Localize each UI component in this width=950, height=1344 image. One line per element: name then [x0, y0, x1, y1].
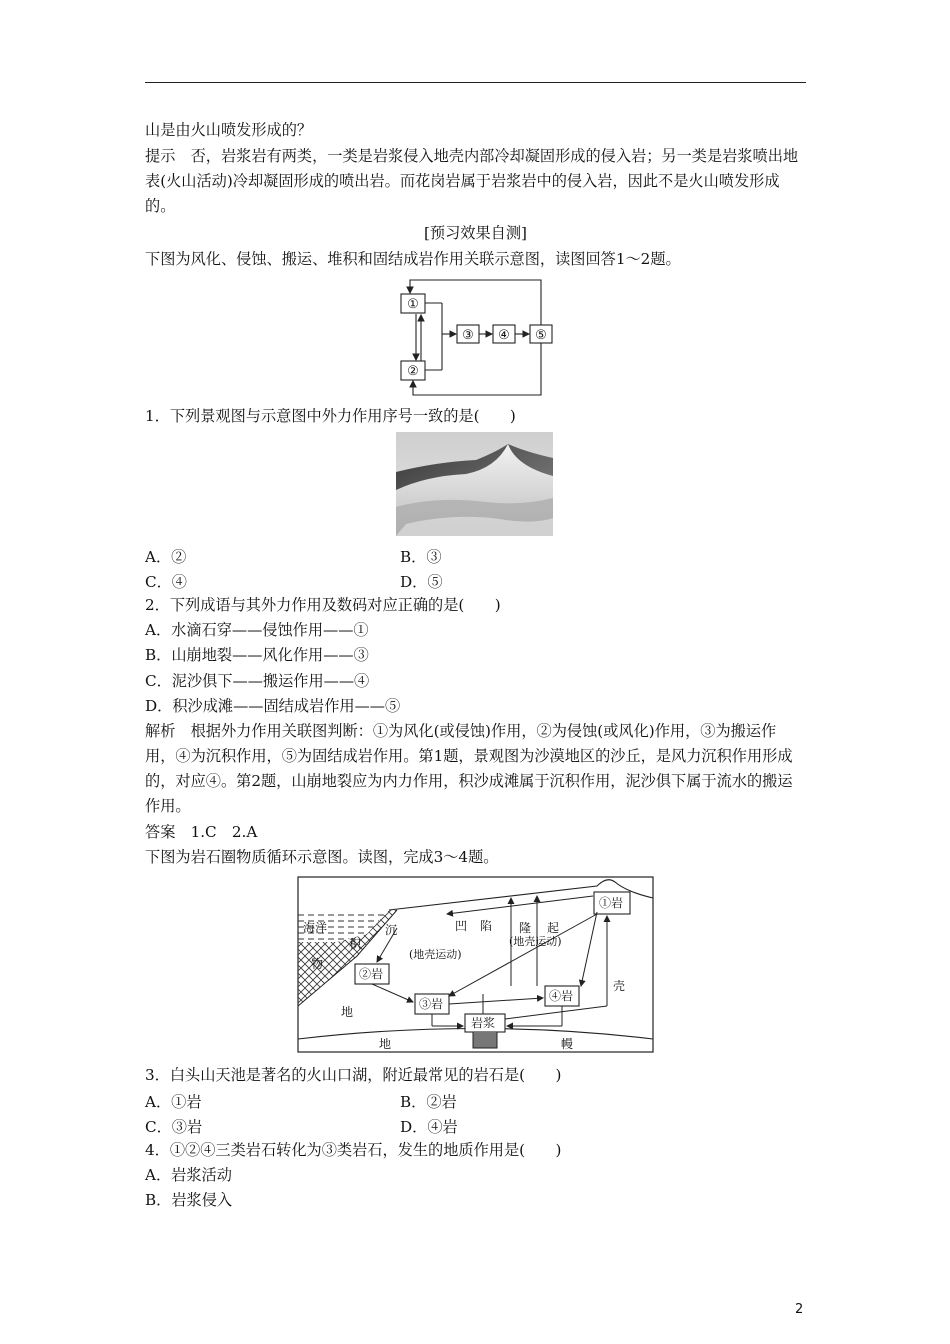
lead-text-1: 下图为风化、侵蚀、搬运、堆积和固结成岩作用关联示意图，读图回答1～2题。: [145, 250, 681, 268]
q2-option-b: B．山崩地裂——风化作用——③: [145, 646, 369, 664]
q3-option-d: D．④岩: [400, 1118, 458, 1136]
q3-stem: 3．白头山天池是著名的火山口湖，附近最常见的岩石是( ): [145, 1066, 562, 1084]
analysis-label: 解析: [145, 722, 176, 740]
label-di-2: 地: [379, 1037, 392, 1051]
q1-option-c: C．④: [145, 573, 187, 591]
q3-option-c: C．③岩: [145, 1118, 203, 1136]
answer-line: [145, 823, 806, 842]
q4-option-a: A．岩浆活动: [145, 1166, 232, 1184]
flow-label-2: ②: [407, 364, 419, 379]
header-rule: [145, 82, 806, 83]
q3-option-b: B．②岩: [400, 1093, 457, 1111]
section-title: [预习效果自测]: [424, 224, 527, 242]
flow-label-5: ⑤: [535, 328, 547, 343]
label-rock-3: ③岩: [419, 997, 444, 1011]
label-long: 隆: [519, 921, 532, 935]
q1-option-a: A．②: [145, 548, 187, 566]
q2-stem: 2．下列成语与其外力作用及数码对应正确的是( ): [145, 596, 501, 614]
label-qiao: 壳: [613, 979, 626, 993]
q4-option-b: B．岩浆侵入: [145, 1191, 233, 1209]
label-di: 地: [341, 1005, 354, 1019]
flow-label-3: ③: [462, 328, 474, 343]
rock-cycle-diagram: [297, 876, 654, 1053]
hint-paragraph: [145, 144, 806, 219]
q2-option-c: C．泥沙俱下——搬运作用——④: [145, 672, 370, 690]
label-magma: 岩浆: [471, 1016, 496, 1030]
answer-text: 1.C 2.A: [190, 823, 258, 841]
label-crust-motion-2: (地壳运动): [509, 935, 562, 948]
label-rock-2: ②岩: [359, 967, 384, 981]
label-ao: 凹: [455, 919, 468, 933]
weathering-flow-diagram: [390, 277, 560, 397]
label-man: 幔: [561, 1037, 574, 1051]
q1-stem: 1．下列景观图与示意图中外力作用序号一致的是( ): [145, 407, 516, 425]
analysis-paragraph: [145, 719, 806, 819]
q1-option-b: B．③: [400, 548, 442, 566]
analysis-text: 根据外力作用关联图判断：①为风化(或侵蚀)作用，②为侵蚀(或风化)作用，③为搬运作用，④为沉积作用，⑤为固结成岩作用。第1题，景观图为沙漠地区的沙丘，是风力沉积作用形成的，对应④。第2题，山崩地裂应为内力作用，积沙成滩属于沉积作用，泥沙俱下属于流水的搬运作用。: [145, 722, 793, 815]
label-crust-motion-1: (地壳运动): [409, 948, 462, 961]
label-chen: 沉: [385, 923, 398, 937]
q1-option-d: D．⑤: [400, 573, 443, 591]
answer-label: 答案: [145, 823, 176, 841]
q3-option-a: A．①岩: [145, 1093, 202, 1111]
page-number: 2: [795, 1302, 804, 1317]
label-rock-4: ④岩: [549, 989, 574, 1003]
hint-text: 否，岩浆岩有两类，一类是岩浆侵入地壳内部冷却凝固形成的侵入岩；另一类是岩浆喷出地表(火山活动)冷却凝固形成的喷出岩。而花岗岩属于岩浆岩中的侵入岩，因此不是火山喷发形成的。: [145, 147, 799, 215]
question-tail: 山是由火山喷发形成的？: [145, 121, 313, 139]
desert-dune-photo: [396, 432, 553, 536]
q2-option-d: D．积沙成滩——固结成岩作用——⑤: [145, 697, 401, 715]
q4-stem: 4．①②④三类岩石转化为③类岩石，发生的地质作用是( ): [145, 1141, 562, 1159]
label-ji: 积: [349, 937, 362, 951]
label-wu: 物: [311, 957, 324, 971]
flow-label-1: ①: [407, 297, 419, 312]
label-xian: 陷: [480, 919, 493, 933]
label-rock-1: ①岩: [599, 896, 624, 910]
q2-option-a: A．水滴石穿——侵蚀作用——①: [145, 621, 369, 639]
flow-label-4: ④: [498, 328, 510, 343]
lead-text-2: 下图为岩石圈物质循环示意图。读图，完成3～4题。: [145, 848, 499, 866]
label-qi: 起: [547, 921, 560, 935]
hint-label: 提示: [145, 147, 176, 165]
label-ocean: 海洋: [303, 921, 328, 935]
